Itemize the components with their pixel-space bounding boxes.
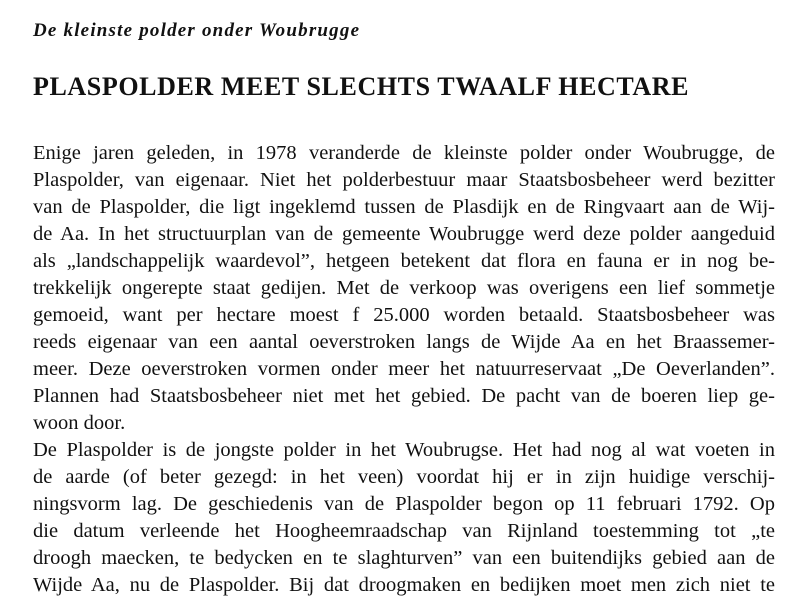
article-kicker: De kleinste polder onder Woubrugge xyxy=(33,20,361,41)
body-line: Enige jaren geleden, in 1978 veranderde de kleinste polder onder Woubrugge, de xyxy=(33,142,775,164)
body-line: van de Plaspolder, die ligt ingeklemd tussen de Plasdijk en de Ringvaart aan de Wij- xyxy=(33,196,775,218)
article-body xyxy=(33,140,775,599)
body-line: de aarde (of beter gezegd: in het veen) voordat hij er in zijn huidige verschij- xyxy=(33,466,775,488)
body-line: De Plaspolder is de jongste polder in het Woubrugse. Het had nog al wat voeten in xyxy=(33,439,775,461)
body-line: ningsvorm lag. De geschiedenis van de Plaspolder begon op 11 februari 1792. Op xyxy=(33,493,775,515)
body-line: reeds eigenaar van een aantal oeverstroken langs de Wijde Aa en het Braassemer- xyxy=(33,331,775,353)
body-line: trekkelijk ongerepte staat gedijen. Met de verkoop was overigens een lief sommetje xyxy=(33,277,775,299)
body-line: woon door. xyxy=(33,412,126,434)
body-line: de Aa. In het structuurplan van de gemeente Woubrugge werd deze polder aangeduid xyxy=(33,223,775,245)
body-line: Plannen had Staatsbosbeheer niet met het gebied. De pacht van de boeren liep ge- xyxy=(33,385,775,407)
article-headline: PLASPOLDER MEET SLECHTS TWAALF HECTARE xyxy=(33,72,690,101)
body-line: Wijde Aa, nu de Plaspolder. Bij dat droogmaken en bedijken moet men zich niet te xyxy=(33,574,775,596)
body-line: meer. Deze oeverstroken vormen onder meer het natuurreservaat „De Oeverlanden”. xyxy=(33,358,775,380)
body-line: droogh maecken, te bedycken en te slaghturven” van een buitendijks gebied aan de xyxy=(33,547,775,569)
body-line: gemoeid, want per hectare moest f 25.000 worden betaald. Staatsbosbeheer was xyxy=(33,304,775,326)
body-line: als „landschappelijk waardevol”, hetgeen betekent dat flora en fauna er in nog be- xyxy=(33,250,775,272)
body-line: die datum verleende het Hoogheemraadschap van Rijnland toestemming tot „te xyxy=(33,520,775,542)
body-line: Plaspolder, van eigenaar. Niet het polderbestuur maar Staatsbosbeheer werd bezitter xyxy=(33,169,775,191)
